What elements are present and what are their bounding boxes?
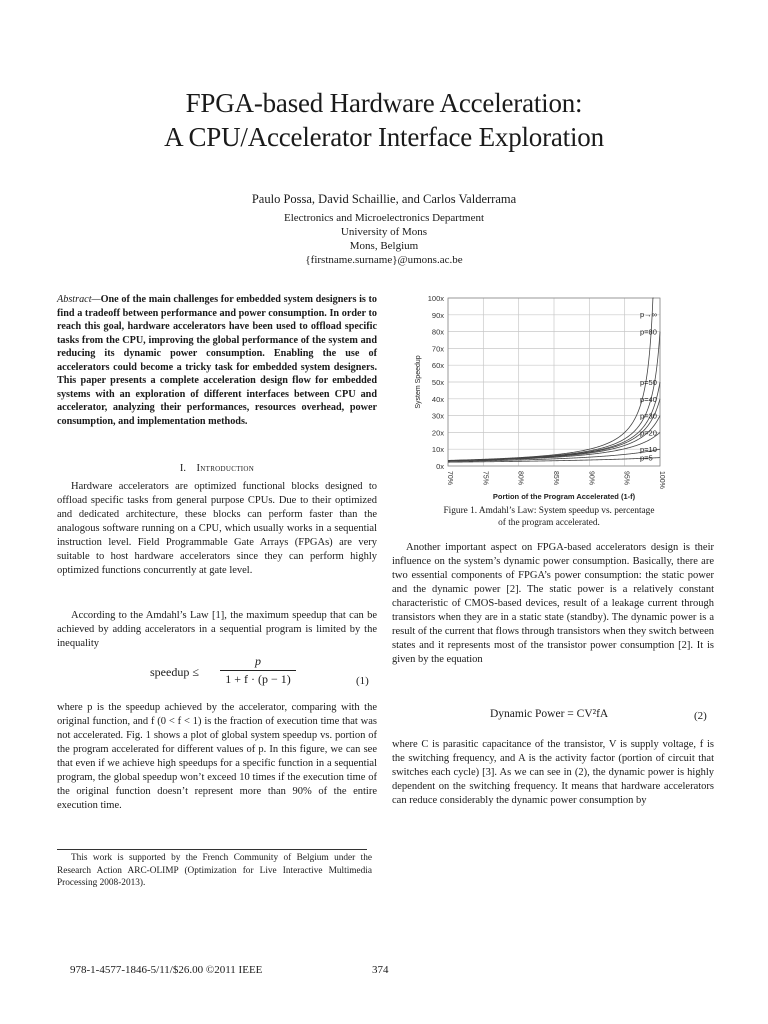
equation-2-number: (2): [694, 710, 707, 722]
affiliation-department: Electronics and Microelectronics Department: [283, 212, 485, 224]
abstract: [57, 293, 377, 428]
intro-paragraph-1: [57, 480, 377, 578]
figure-caption-line-2: of the program accelerated.: [498, 517, 600, 528]
footnote-rule: [57, 849, 367, 850]
equation-1-fraction-bar: [220, 670, 296, 671]
intro-paragraph-2: [57, 609, 377, 651]
paper-title-line-2: A CPU/Accelerator Interface Exploration: [164, 122, 604, 152]
x-tick-label: 85%: [552, 471, 559, 486]
intro-p1-text: Hardware accelerators are optimized functional blocks designed to offload specific tasks from general purpose CPUs. Due to their optimized and dedicated architecture, these blocks can perform faster than the analogous software running on a CPU, which usually works in a sequential instruction level. Field Programmable Gate Arrays (FPGAs) are very suitable to host hardware accelerators since they can perform highly optimized functions concurrently at gate level.: [57, 481, 377, 576]
footer-copyright: 978-1-4577-1846-5/11/$26.00 ©2011 IEEE: [70, 964, 263, 976]
intro-paragraph-3: [57, 701, 377, 813]
y-tick-label: 0x: [436, 462, 444, 471]
equation-1-number: (1): [356, 675, 369, 687]
series-label: p=10: [640, 445, 657, 455]
x-tick-label: 70%: [446, 471, 453, 486]
section-title: Introduction: [196, 463, 255, 474]
footnote-text: This work is supported by the French Community of Belgium under the Research Action ARC-OLIMP (Optimization for Live Interactive Multimedia Processing 2008-2013).: [57, 853, 372, 888]
right-p2-text: where C is parasitic capacitance of the transistor, V is supply voltage, f is the switching frequency, and A is the activity factor (portion of circuit that switches each cycle) [3]. As we can see in (2), the dynamic power is highly dependent on the switching frequency. It means that hardware accelerators can reduce considerably the dynamic power consumption by: [392, 739, 714, 806]
y-tick-label: 10x: [431, 445, 444, 455]
equation-1-lhs: speedup ≤: [150, 665, 199, 679]
x-axis-label: Portion of the Program Accelerated (1-f): [492, 492, 636, 501]
y-tick-label: 30x: [431, 411, 444, 421]
y-tick-label: 70x: [431, 344, 444, 354]
y-tick-label: 100x: [427, 294, 444, 303]
author-list: Paulo Possa, David Schaillie, and Carlos Valderrama: [251, 192, 517, 206]
affiliation-location: Mons, Belgium: [349, 240, 419, 252]
series-label: p=40: [640, 394, 657, 404]
x-tick-label: 90%: [587, 471, 595, 486]
series-label: p=30: [640, 411, 657, 421]
equation-2: Dynamic Power = CV²fA: [490, 708, 609, 720]
series-label: p=20: [640, 428, 657, 438]
series-label: p=80: [640, 327, 657, 337]
y-axis-label: System Speedup: [415, 355, 422, 409]
y-tick-label: 20x: [431, 428, 444, 438]
paper-title-line-1: FPGA-based Hardware Acceleration:: [185, 88, 583, 118]
amdahl-chart: [408, 288, 690, 506]
figure-caption-line-1: Figure 1. Amdahl’s Law: System speedup vs. percentage: [443, 506, 655, 516]
y-tick-label: 80x: [431, 327, 444, 337]
abstract-label: Abstract—: [57, 294, 101, 305]
x-tick-label: 100%: [658, 471, 665, 489]
series-label: p→∞: [640, 309, 658, 319]
equation-1-numerator: p: [255, 654, 261, 668]
series-line: [448, 298, 654, 460]
y-tick-label: 60x: [431, 361, 444, 371]
right-paragraph-2: [392, 738, 714, 808]
y-tick-label: 50x: [431, 378, 444, 387]
right-p1-text: Another important aspect on FPGA-based accelerators design is their influence on the system’s dynamic power consumption. Basically, there are two essential components of FPGA’s power consumption: the static power and the dynamic power [2]. The static power is a relatively constant characteristic of CMOS-based devices, result of a leakage current through transistors when they are in a static state (standby). The dynamic power is a result of the current that flows through transistors when they switch between states and it represents most of the transistor power consumption [2]. It is given by the equation: [392, 542, 714, 665]
section-heading-introduction: [57, 463, 377, 474]
footnote: [57, 852, 372, 890]
x-tick-label: 75%: [481, 471, 489, 486]
intro-p2-text: According to the Amdahl’s Law [1], the maximum speedup that can be achieved by adding accelerators in a sequential program is limited by the inequality: [57, 610, 377, 649]
y-tick-label: 90x: [431, 310, 444, 320]
x-tick-label: 80%: [516, 471, 524, 486]
series-label: p=50: [640, 378, 657, 387]
affiliation-university: University of Mons: [340, 226, 428, 238]
section-number: I.: [179, 463, 186, 474]
figure-1-caption: [408, 506, 690, 529]
series-label: p=5: [640, 453, 653, 463]
right-paragraph-1: [392, 541, 714, 667]
x-tick-label: 95%: [622, 471, 630, 486]
intro-p3-text: where p is the speedup achieved by the accelerator, comparing with the original function, and f (0 < f < 1) is the fraction of execution time that was not accelerated. Fig. 1 shows a plot of global system speedup vs. portion of the program accelerated for different values of p. In this figure, we can see that even if we achieve high speedups for a specific function in a sequential program, the global speedup won’t exceed 10 times if the execution time of the original function doesn’t represent more than 90% of the entire execution time.: [57, 702, 377, 811]
y-tick-label: 40x: [431, 394, 444, 404]
page-number: 374: [372, 964, 389, 976]
affiliation-email: {firstname.surname}@umons.ac.be: [305, 254, 463, 266]
abstract-text: One of the main challenges for embedded system designers is to find a tradeoff between performance and power consumption. In order to reach this goal, hardware accelerators have been used to offload specific tasks from the CPU, improving the global performance of the system and reducing its dynamic power consumption. Enabling the use of accelerators could become a tricky task for embedded system designers. This paper presents a complete acceleration design flow for embedded systems with an exploration of different interfaces between CPU and accelerator, analyzing their performances, resources overhead, power consumption, and implementation methods.: [57, 294, 377, 427]
equation-1-denominator: 1 + f · (p − 1): [225, 672, 291, 686]
